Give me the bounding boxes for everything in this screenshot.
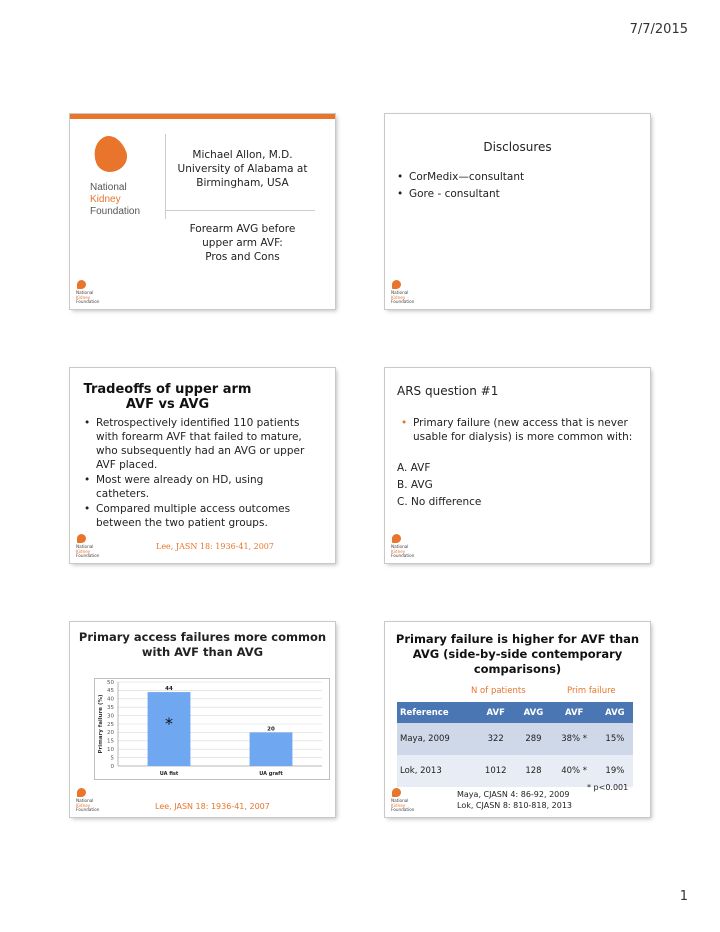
talk-title-line-3: Pros and Cons (205, 251, 280, 263)
slide-bar-chart (70, 622, 335, 817)
y-tick-label: 20 (107, 730, 114, 737)
page-date: 7/7/2015 (629, 22, 688, 37)
kidney-logo-icon (392, 280, 401, 289)
bullet-list (84, 416, 319, 531)
column-header: Reference (397, 702, 476, 723)
bar (250, 732, 293, 766)
bullet-list (397, 170, 637, 204)
logo-small-line-2: Kidney (76, 294, 91, 300)
bullet-item: • Compared multiple access outcomes between the two patient groups. (84, 502, 319, 530)
comparison-table (397, 702, 633, 787)
answer-options (397, 460, 481, 511)
table-row (397, 723, 633, 755)
table-cell: 38% * (552, 723, 597, 755)
table-cell: 128 (515, 755, 551, 787)
nkf-logo-large (88, 134, 163, 234)
table-header-row (397, 702, 633, 723)
citation: Lee, JASN 18: 1936-41, 2007 (156, 542, 274, 551)
x-tick-label: UA fist (159, 771, 179, 777)
logo-small-line-1: National (76, 544, 94, 549)
slide-heading: Tradeoffs of upper arm AVF vs AVG (83, 382, 252, 412)
y-tick-label: 0 (110, 763, 114, 770)
answer-option-a: A. AVF (397, 462, 431, 474)
talk-title-line-2: upper arm AVF: (202, 237, 283, 249)
affiliation-line-1: University of Alabama at (177, 163, 308, 175)
logo-line-national: National (90, 182, 127, 193)
question-label: Primary failure (new access that is never usable for dialysis) is more common with: (413, 417, 633, 443)
group-header-patients: N of patients (471, 686, 526, 696)
table-cell: 40% * (552, 755, 597, 787)
slide-heading: Disclosures (483, 140, 552, 154)
slide-ars-question (385, 368, 650, 563)
data-label: 20 (267, 726, 275, 733)
y-tick-label: 15 (107, 738, 114, 745)
kidney-logo-icon (77, 280, 86, 289)
y-tick-label: 50 (107, 679, 114, 686)
bullet-item: • Gore - consultant (397, 187, 637, 201)
slide-heading: ARS question #1 (397, 384, 499, 398)
logo-small-line-2: Kidney (391, 802, 406, 808)
logo-small-line-3: Foundation (391, 553, 415, 559)
y-tick-label: 25 (107, 721, 114, 728)
logo-small-line-1: National (76, 798, 94, 803)
y-axis-label: Primary failure (%) (98, 694, 104, 754)
slide-top-bar (70, 114, 335, 119)
data-label: 44 (165, 686, 173, 693)
bar-chart-svg (94, 678, 330, 780)
y-tick-label: 45 (107, 688, 114, 695)
y-tick-label: 10 (107, 747, 114, 753)
kidney-logo-icon (77, 534, 86, 543)
column-header: AVG (515, 702, 551, 723)
y-tick-label: 35 (107, 705, 114, 711)
logo-small-line-1: National (76, 290, 94, 295)
divider-vertical (165, 134, 166, 219)
table-cell: 19% (597, 755, 633, 787)
reference-1: Maya, CJASN 4: 86-92, 2009 (457, 790, 570, 799)
reference-2: Lok, CJASN 8: 810-818, 2013 (457, 801, 573, 810)
significance-asterisk: * (165, 714, 173, 734)
table-cell: 289 (515, 723, 551, 755)
column-header: AVG (597, 702, 633, 723)
nkf-logo-small (391, 534, 427, 560)
slide-disclosures (385, 114, 650, 309)
nkf-logo-small (76, 788, 112, 814)
logo-small-line-2: Kidney (391, 548, 406, 554)
y-tick-label: 5 (110, 755, 114, 762)
slide-title (70, 114, 335, 309)
kidney-logo-icon (392, 534, 401, 543)
logo-small-line-1: National (391, 544, 409, 549)
answer-option-c: C. No difference (397, 496, 482, 508)
slide-tradeoffs (70, 368, 335, 563)
chart-frame (95, 679, 330, 780)
logo-small-line-3: Foundation (391, 807, 415, 813)
logo-small-line-3: Foundation (76, 553, 100, 559)
column-header: AVF (552, 702, 597, 723)
author-name: Michael Allon, M.D. (192, 149, 293, 161)
logo-small-line-2: Kidney (391, 294, 406, 300)
kidney-bean-icon (89, 132, 131, 177)
logo-line-foundation: Foundation (90, 206, 141, 217)
author-block (170, 148, 315, 190)
group-header-failure: Prim failure (567, 686, 616, 696)
nkf-logo-small (391, 788, 427, 814)
logo-small-line-3: Foundation (76, 807, 100, 813)
bullet-item: • Most were already on HD, using catheters. (84, 473, 319, 501)
table-cell: 322 (476, 723, 515, 755)
logo-small-line-2: Kidney (76, 802, 91, 808)
logo-small-line-1: National (391, 290, 409, 295)
logo-small-line-2: Kidney (76, 548, 91, 554)
nkf-logo-small (76, 534, 112, 560)
question-text (401, 416, 643, 444)
page-number: 1 (679, 889, 688, 904)
table-cell: Lok, 2013 (397, 755, 476, 787)
logo-line-kidney: Kidney (90, 194, 121, 205)
y-tick-label: 40 (107, 696, 114, 703)
bullet-icon: • (401, 417, 408, 429)
bullet-item: • Retrospectively identified 110 patients with forearm AVF that failed to mature, who subsequently had an AVG or upper AVF placed. (84, 416, 319, 472)
divider-horizontal (165, 210, 315, 211)
affiliation-line-2: Birmingham, USA (196, 177, 289, 189)
y-tick-label: 30 (107, 713, 114, 720)
slide-comparison-table (385, 622, 650, 817)
nkf-logo-small (76, 280, 112, 306)
x-tick-label: UA graft (259, 771, 283, 777)
logo-small-line-3: Foundation (76, 299, 100, 305)
citation: Lee, JASN 18: 1936-41, 2007 (155, 802, 270, 811)
logo-small-line-3: Foundation (391, 299, 415, 305)
table-cell: 1012 (476, 755, 515, 787)
talk-title (170, 222, 315, 264)
logo-small-line-1: National (391, 798, 409, 803)
slide-heading: Primary access failures more common with AVF than AVG (78, 630, 327, 659)
answer-option-b: B. AVG (397, 479, 433, 491)
table-cell: Maya, 2009 (397, 723, 476, 755)
bar-chart (94, 678, 330, 780)
kidney-logo-icon (77, 788, 86, 797)
column-header: AVF (476, 702, 515, 723)
slide-heading: Primary failure is higher for AVF than AVG (side-by-side contemporary comparisons) (395, 632, 640, 676)
table-cell: 15% (597, 723, 633, 755)
bullet-item: • CorMedix—consultant (397, 170, 637, 184)
kidney-logo-icon (392, 788, 401, 797)
nkf-logo-small (391, 280, 427, 306)
talk-title-line-1: Forearm AVG before (189, 223, 296, 235)
footnote: * p<0.001 (587, 783, 629, 792)
